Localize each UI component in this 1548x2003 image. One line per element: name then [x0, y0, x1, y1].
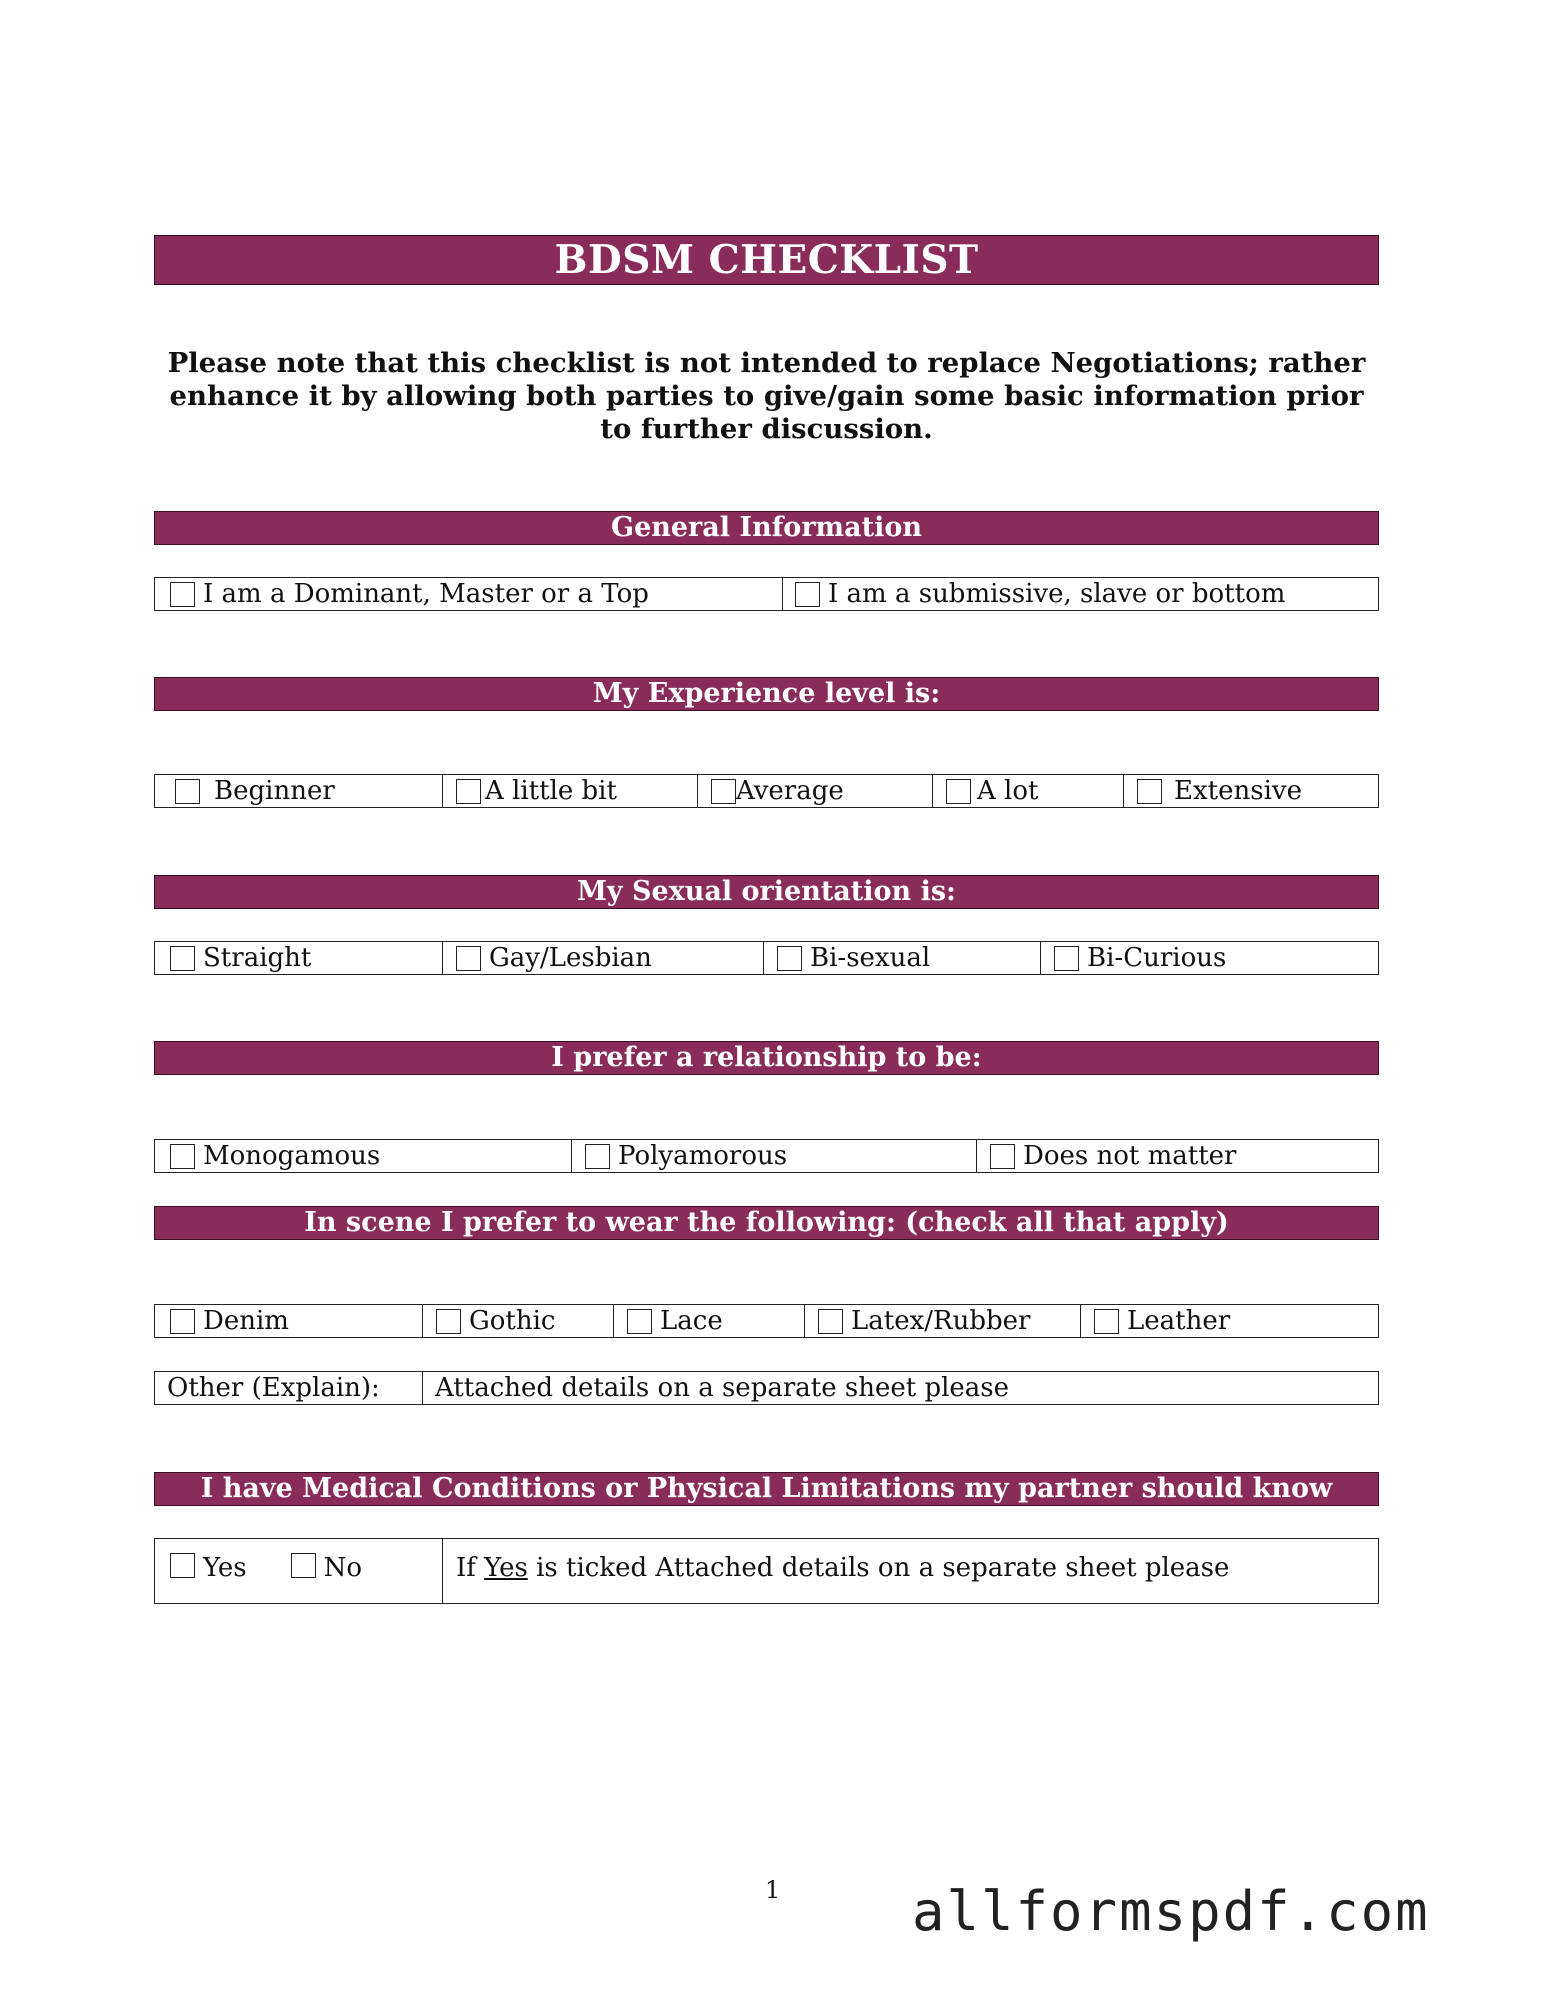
option-label: Does not matter — [1023, 1141, 1237, 1171]
checkbox[interactable] — [170, 582, 195, 607]
checkbox[interactable] — [711, 779, 736, 804]
wear-other-row — [154, 1371, 1379, 1405]
option-submissive[interactable] — [783, 578, 1378, 610]
other-field[interactable]: Attached details on a separate sheet please — [435, 1373, 1010, 1403]
section-header-medical: I have Medical Conditions or Physical Limitations my partner should know about — [154, 1472, 1379, 1506]
experience-options-row — [154, 774, 1379, 808]
page-number: 1 — [765, 1876, 781, 1904]
option-bi-curious[interactable] — [1041, 942, 1378, 974]
option-label: Monogamous — [203, 1141, 381, 1171]
option-gothic[interactable] — [423, 1305, 614, 1337]
option-label: Bi-Curious — [1087, 943, 1227, 973]
checkbox[interactable] — [795, 582, 820, 607]
option-straight[interactable] — [155, 942, 443, 974]
page-title: BDSM CHECKLIST — [154, 235, 1379, 285]
checkbox[interactable] — [990, 1144, 1015, 1169]
checkbox-yes[interactable] — [170, 1553, 195, 1578]
section-header-general: General Information — [154, 511, 1379, 545]
medical-yes-no — [155, 1539, 443, 1603]
section-header-wear: In scene I prefer to wear the following: (check all that apply) — [154, 1206, 1379, 1240]
option-leather[interactable] — [1081, 1305, 1378, 1337]
option-bi-sexual[interactable] — [764, 942, 1041, 974]
checkbox[interactable] — [777, 946, 802, 971]
option-a-lot[interactable] — [933, 775, 1124, 807]
other-label: Other (Explain): — [155, 1372, 423, 1404]
option-dominant[interactable] — [155, 578, 783, 610]
checkbox[interactable] — [456, 946, 481, 971]
note-suffix: is ticked Attached details on a separate sheet please — [527, 1553, 1230, 1583]
option-gay-lesbian[interactable] — [443, 942, 764, 974]
option-label: Gay/Lesbian — [489, 943, 652, 973]
wear-options-row — [154, 1304, 1379, 1338]
checkbox-no[interactable] — [291, 1553, 316, 1578]
checkbox[interactable] — [627, 1309, 652, 1334]
option-label: Average — [736, 776, 844, 806]
checkbox[interactable] — [456, 779, 481, 804]
checkbox[interactable] — [175, 779, 200, 804]
option-a-little-bit[interactable] — [443, 775, 698, 807]
checkbox[interactable] — [1054, 946, 1079, 971]
medical-row — [154, 1538, 1379, 1604]
option-label: I am a submissive, slave or bottom — [828, 579, 1286, 609]
orientation-options-row — [154, 941, 1379, 975]
intro-note: Please note that this checklist is not intended to replace Negotiations; rather enhance it by allowing both parties to give/gain some basic information prior to further discussion. — [167, 347, 1366, 445]
option-denim[interactable] — [155, 1305, 423, 1337]
option-label: A little bit — [485, 776, 617, 806]
option-label: Extensive — [1174, 776, 1302, 806]
checkbox[interactable] — [170, 946, 195, 971]
note-yes: Yes — [484, 1553, 528, 1583]
option-beginner[interactable] — [155, 775, 443, 807]
checkbox[interactable] — [436, 1309, 461, 1334]
option-label: Leather — [1127, 1306, 1231, 1336]
option-monogamous[interactable] — [155, 1140, 572, 1172]
section-header-orientation: My Sexual orientation is: — [154, 875, 1379, 909]
medical-note[interactable] — [443, 1539, 1378, 1603]
relationship-options-row — [154, 1139, 1379, 1173]
option-average[interactable] — [698, 775, 933, 807]
option-does-not-matter[interactable] — [977, 1140, 1378, 1172]
option-label: Straight — [203, 943, 312, 973]
general-options-row — [154, 577, 1379, 611]
yes-label: Yes — [203, 1553, 247, 1583]
checkbox[interactable] — [1094, 1309, 1119, 1334]
option-label: Latex/Rubber — [851, 1306, 1031, 1336]
section-header-experience: My Experience level is: — [154, 677, 1379, 711]
option-label: Lace — [660, 1306, 723, 1336]
watermark: allformspdf.com — [912, 1880, 1430, 1943]
option-label: Denim — [203, 1306, 289, 1336]
no-label: No — [323, 1553, 363, 1583]
checkbox[interactable] — [1137, 779, 1162, 804]
option-label: Bi-sexual — [810, 943, 931, 973]
option-latex-rubber[interactable] — [805, 1305, 1081, 1337]
option-label: Beginner — [214, 776, 335, 806]
option-label: Polyamorous — [618, 1141, 788, 1171]
option-label: Gothic — [469, 1306, 556, 1336]
note-prefix: If — [456, 1553, 485, 1583]
section-header-relationship: I prefer a relationship to be: — [154, 1041, 1379, 1075]
option-label: A lot — [977, 776, 1039, 806]
checkbox[interactable] — [818, 1309, 843, 1334]
option-polyamorous[interactable] — [572, 1140, 977, 1172]
checkbox[interactable] — [946, 779, 971, 804]
checkbox[interactable] — [170, 1144, 195, 1169]
checkbox[interactable] — [170, 1309, 195, 1334]
option-label: I am a Dominant, Master or a Top — [203, 579, 649, 609]
checkbox[interactable] — [585, 1144, 610, 1169]
option-extensive[interactable] — [1124, 775, 1378, 807]
option-lace[interactable] — [614, 1305, 805, 1337]
